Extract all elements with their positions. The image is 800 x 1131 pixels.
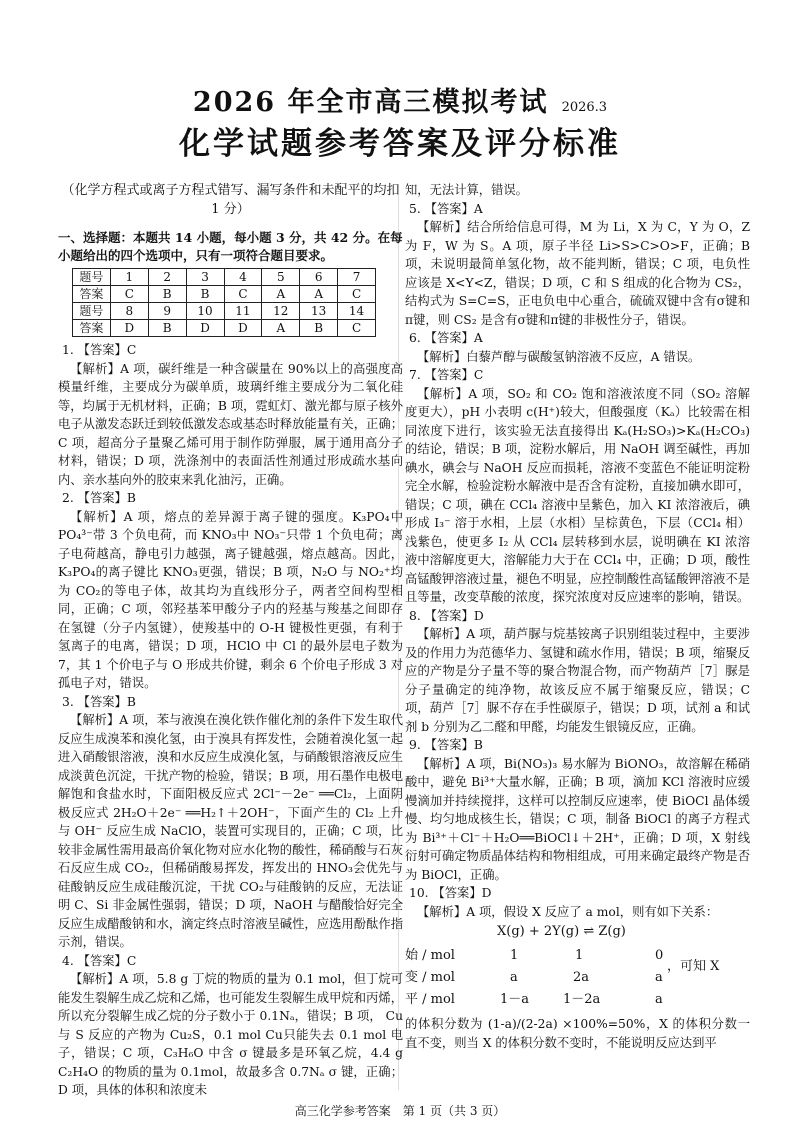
equilibrium-table	[405, 923, 750, 1013]
answer-item-heading: 10. 【答案】D	[409, 886, 492, 900]
answer-table-cell: C	[110, 286, 148, 303]
answer-item-heading: 5. 【答案】A	[409, 201, 483, 216]
answer-table-cell: 11	[224, 303, 262, 320]
eq-cell: 1－2a	[563, 992, 601, 1007]
answer-item	[58, 489, 403, 693]
answer-item-explanation: 【解析】结合所给信息可得，M 为 Li，X 为 C，Y 为 O，Z 为 F，W 为 S。A 项，原子半径 Li>S>C>O>F，正确；B 项，未说明最简单氢化物，故不能判断，错误；C 项，电负性应该是 X<Y<Z，错误；D 项，C 和 S 组成的化合物为 CS₂，结构式为 S=C=S，正电负电中心重合，硫硫双键中含有σ键和π键，则 CS₂ 是含有σ键和π键的非极性分子，错误。	[405, 220, 750, 327]
eq-cell: 2a	[573, 970, 590, 985]
section-heading: 一、选择题：本题共 14 小题，每小题 3 分，共 42 分。在每小题给出的四个选项中，只有一项符合题目要求。	[58, 230, 403, 263]
answer-item	[58, 952, 403, 1100]
page-header	[0, 80, 800, 119]
equation-after-text: 的体积分数为 (1-a)/(2-2a) ×100%=50%，X 的体积分数一直不变，则当 X 的体积分数不变时，不能说明反应达到平	[405, 1017, 750, 1050]
answer-item-explanation: 【解析】A 项，熔点的差异源于离子键的强度。K₃PO₄中 PO₄³⁻带 3 个负电荷，而 KNO₃中 NO₃⁻只带 1 个负电荷；离子电荷越高，静电引力越强，离子键越强，熔点越高。因此，K₃PO₄的离子键比 KNO₃更强，错误；B 项，N₂O 与 NO₂⁺均为 CO₂的等电子体，故其均为直线形分子，两者空间构型相同，正确；C 项，邻羟基苯甲酸分子内的羟基与羧基之间即存在氢键（分子内氢键），使羧基中的 O-H 键极性更强，有利于氢离子的电离，错误；D 项，HClO 中 Cl 的最外层电子数为 7，其 1 个价电子与 O 形成共价键，剩余 6 个价电子形成 3 对孤电子对，错误。	[58, 509, 403, 690]
eq-cell: 1	[575, 948, 584, 963]
answer-item-heading: 6. 【答案】A	[409, 331, 483, 345]
answer-table-cell: 2	[148, 269, 186, 286]
answer-table-cell: A	[262, 286, 300, 303]
answer-table-cell: A	[262, 320, 300, 337]
answer-item	[58, 693, 403, 952]
right-answers	[405, 181, 750, 921]
answer-item	[405, 181, 750, 200]
answer-table-cell: 题号	[73, 269, 111, 286]
answer-item-explanation: 【解析】A 项，葫芦脲与烷基铵离子识别组装过程中，主要涉及的作用力为范德华力、氢键和疏水作用，错误；B 项，缩聚反应的产物是分子量不等的聚合物混合物，而产物葫芦［7］脲是分子量确定的纯净物，故该反应不属于缩聚反应，错误；C 项，葫芦［7］脲不存在手性碳原子，错误；D 项，试剂 a 和试剂 b 分别为乙二醛和甲醛，均能发生银镜反应，正确。	[405, 627, 750, 734]
answer-table-cell: 6	[300, 269, 338, 286]
answer-item-heading: 9. 【答案】B	[409, 738, 483, 752]
answer-item	[405, 884, 750, 921]
answer-item-heading: 2. 【答案】B	[62, 491, 136, 505]
answer-table-row	[73, 303, 376, 320]
answer-table-cell: B	[148, 286, 186, 303]
page-footer: 高三化学参考答案 第 1 页（共 3 页）	[294, 1104, 506, 1118]
answer-item-explanation: 【解析】A 项，SO₂ 和 CO₂ 饱和溶液浓度不同（SO₂ 溶解度更大），pH 小表明 c(H⁺)较大，但酸强度（Kₐ）比较需在相同浓度下进行，该实验无法直接得出 Kₐ(H₂SO₃)>Kₐ(H₂CO₃)的结论，错误；B 项，淀粉水解后，用 NaOH 调至碱性，再加碘水，碘会与 NaOH 反应而损耗，溶液不变蓝色不能证明淀粉完全水解，检验淀粉水解液中是否含有淀粉，直接加碘水即可，错误；C 项，碘在 CCl₄ 溶液中呈紫色，加入 KI 浓溶液后，碘形成 I₃⁻ 溶于水相，上层（水相）呈棕黄色，下层（CCl₄ 相）浅紫色，使更多 I₂ 从 CCl₄ 层转移到水层，说明碘在 KI 浓溶液中溶解度更大，溶解能力大于在 CCl₄ 中，正确；D 项，酸性高锰酸钾溶液过量，褪色不明显，应控制酸性高锰酸钾溶液不是且等量，改变草酸的浓度，探究浓度对反应速率的影响，错误。	[405, 386, 750, 604]
answer-table-cell: 5	[262, 269, 300, 286]
answer-table-cell: 8	[110, 303, 148, 320]
row-label: 变 / mol	[405, 970, 455, 985]
left-column	[58, 181, 403, 1100]
answer-item-explanation: 【解析】白藜芦醇与碳酸氢钠溶液不反应，A 错误。	[417, 349, 701, 364]
answer-table-cell: D	[224, 320, 262, 337]
eq-cell: 0	[655, 948, 664, 963]
answer-table-cell: C	[338, 286, 376, 303]
answer-item-explanation: 【解析】A 项，Bi(NO₃)₃ 易水解为 BiONO₃，故溶解在稀硝酸中，避免 Bi³⁺大量水解，正确；B 项，滴加 KCl 溶液时应缓慢滴加并持续搅拌，这样可以控制反应速率，使 BiOCl 晶体缓慢、均匀地成核生长，错误；C 项，制备 BiOCl 的离子方程式为 Bi³⁺＋Cl⁻＋H₂O══BiOCl↓＋2H⁺，正确；D 项，X 射线衍射可确定物质晶体结构和物相组成，可用来确定最终产物是否为 BiOCl，正确。	[405, 756, 750, 882]
answer-table-cell: B	[148, 320, 186, 337]
answer-table-cell: 3	[186, 269, 224, 286]
row-label: 平 / mol	[405, 992, 455, 1007]
answer-table-cell: 14	[338, 303, 376, 320]
answer-item-explanation: 【解析】A 项，假设 X 反应了 a mol，则有如下关系：	[417, 904, 719, 919]
answer-table-cell: 1	[110, 269, 148, 286]
scoring-note: （化学方程式或离子方程式错写、漏写条件和未配平的均扣 1 分）	[61, 183, 400, 217]
answer-item-heading: 8. 【答案】D	[409, 608, 484, 623]
answer-table-cell: D	[110, 320, 148, 337]
answer-table-cell: C	[338, 320, 376, 337]
answer-item-heading: 3. 【答案】B	[62, 694, 136, 709]
eq-cell: a	[655, 992, 663, 1007]
answer-table-cell: 答案	[73, 320, 111, 337]
answer-table-row	[73, 286, 376, 303]
answer-item	[405, 329, 750, 366]
answer-table-cell: 12	[262, 303, 300, 320]
answer-table-row	[73, 320, 376, 337]
answer-table-row	[73, 269, 376, 286]
answer-item-explanation: 【解析】A 项，碳纤维是一种含碳量在 90%以上的高强度高模量纤维，主要成分为碳单质，玻璃纤维主要成分为二氧化硅等，均属于无机材料，正确；B 项，霓虹灯、激光都与原子核外电子从激发态跃迁到较低激发态或基态时释放能量有关，正确；C 项，超高分子量聚乙烯可用于制作防弹服，属于通用高分子材料，错误；D 项，洗涤剂中的表面活性剂通过形成疏水基向内、亲水基向外的胶束来乳化油污，正确。	[58, 361, 403, 487]
answer-table-cell: 答案	[73, 286, 111, 303]
answer-item-heading: 7. 【答案】C	[409, 368, 484, 382]
reaction-equation: X(g) + 2Y(g) ⇌ Z(g)	[497, 924, 626, 939]
row-label: 始 / mol	[405, 948, 455, 963]
answer-item	[58, 341, 403, 489]
answer-item	[405, 200, 750, 330]
answer-item-explanation: 【解析】A 项，苯与液溴在溴化铁作催化剂的条件下发生取代反应生成溴苯和溴化氢，由于溴具有挥发性，会随着溴化氢一起进入硝酸银溶液，溴和水反应生成溴化氢，与硝酸银溶液反应生成淡黄色沉淀，干扰产物的检验，错误；B 项，用石墨作电极电解饱和食盐水时，下面阳极反应式 2Cl⁻－2e⁻ ══Cl₂，上面阴极反应式 2H₂O＋2e⁻ ══H₂↑＋2OH⁻，下面产生的 Cl₂ 上升与 OH⁻ 反应生成 NaClO，装置可实现目的，正确；C 项，比较非金属性需用最高价氧化物对应水化物的酸性，稀硝酸与石灰石反应生成 CO₂，但稀硝酸易挥发，挥发出的 HNO₃会优先与硅酸钠反应生成硅酸沉淀，干扰 CO₂与硅酸钠的反应，无法证明 C、Si 非金属性强弱，错误；D 项，NaOH 与醋酸恰好完全反应生成醋酸钠和水，滴定终点时溶液呈碱性，应选用酚酞作指示剂，错误。	[58, 713, 403, 949]
answer-table-cell: B	[186, 286, 224, 303]
answer-table-cell: 7	[338, 269, 376, 286]
eq-cell: 1	[510, 948, 519, 963]
answer-item	[405, 366, 750, 607]
answer-item	[405, 736, 750, 884]
exam-date: 2026.3	[561, 100, 608, 115]
answer-item	[405, 607, 750, 737]
answer-table-cell: B	[300, 320, 338, 337]
answer-table-cell: 9	[148, 303, 186, 320]
answer-table-cell: 4	[224, 269, 262, 286]
eq-cell: 1－a	[500, 992, 530, 1007]
document-title: 化学试题参考答案及评分标准	[179, 126, 621, 162]
left-answers	[58, 341, 403, 1100]
equation-side-note: ，可知 X	[667, 959, 720, 974]
answer-table-cell: 13	[300, 303, 338, 320]
answer-item-explanation: 知，无法计算，错误。	[405, 183, 528, 197]
answer-table-cell: A	[300, 286, 338, 303]
answer-table-cell: D	[186, 320, 224, 337]
eq-cell: a	[655, 970, 663, 985]
eq-cell: a	[510, 970, 518, 985]
answer-table-cell: C	[224, 286, 262, 303]
answer-table	[72, 268, 376, 337]
answer-table-cell: 题号	[73, 303, 111, 320]
answer-item-heading: 4. 【答案】C	[62, 953, 137, 968]
right-column	[405, 181, 750, 1052]
exam-title: 2026 年全市高三模拟考试	[192, 87, 549, 118]
answer-item-heading: 1. 【答案】C	[62, 343, 137, 357]
answer-table-cell: 10	[186, 303, 224, 320]
answer-item-explanation: 【解析】A 项，5.8 g 丁烷的物质的量为 0.1 mol，但丁烷可能发生裂解生成乙烷和乙烯，也可能发生裂解生成甲烷和丙烯，所以充分裂解生成乙烷的分子数小于 0.1Nₐ，错误；B 项， Cu 与 S 反应的产物为 Cu₂S，0.1 mol Cu只能失去 0.1 mol 电子，错误；C 项，C₃H₆O 中含 σ 键最多是环氧乙烷，4.4 g C₂H₄O 的物质的量为 0.1mol，故最多含 0.7Nₐ σ 键，正确；D 项，具体的体积和浓度未	[58, 972, 403, 1097]
